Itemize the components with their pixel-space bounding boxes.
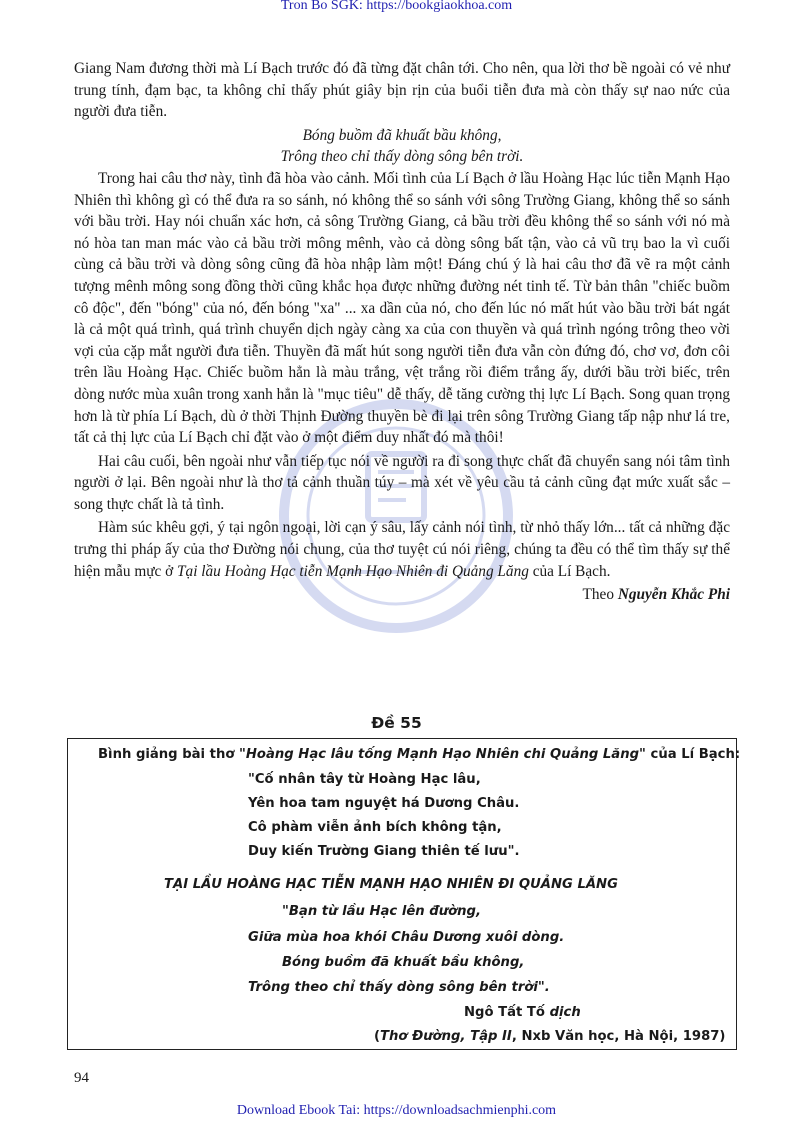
quoted-verse-1: Bóng buồm đã khuất bầu không, bbox=[302, 126, 502, 144]
prompt-end: của Lí Bạch: bbox=[645, 747, 741, 762]
translator-name: Ngô Tất Tố bbox=[464, 1005, 545, 1020]
source-open: ( bbox=[374, 1029, 381, 1044]
paragraph-4-text: Hàm súc khêu gợi, ý tại ngôn ngoại, lời cạn ý sâu, lấy cảnh nói tình, từ nhỏ thấy lớn... tất cả những đặc trưng thi pháp ấy của thơ Đường nói chung, của thơ tuyệt cú nói riêng, chúng ta đều có thể tìm thấy sự thể hiện mẫu mực ở bbox=[74, 519, 730, 580]
exam-box bbox=[67, 738, 741, 1050]
translation-line-4: Trông theo chỉ thấy dòng sông bên trời". bbox=[248, 980, 550, 995]
paragraph-4 bbox=[74, 517, 730, 582]
credit-author: Nguyễn Khắc Phi bbox=[617, 586, 730, 604]
exam-title: Đề 55 bbox=[371, 714, 422, 732]
credit-prefix: Theo bbox=[582, 586, 618, 604]
paragraph-3: Hai câu cuối, bên ngoài như vẫn tiếp tục nói về người ra đi song thực chất đã chuyển sang nói tâm tình người ở lại. Bên ngoài như là thơ tả cảnh thuần túy – mà xét về yêu cầu tả cảnh cũng đạt mức xuất sắc – song thực chất là tả tình. bbox=[74, 452, 730, 513]
poem-title-ref: Tại lầu Hoàng Hạc tiễn Mạnh Hạo Nhiên đi Quảng Lăng bbox=[177, 562, 529, 580]
translator-credit bbox=[464, 1005, 581, 1020]
translation-title: TẠI LẦU HOÀNG HẠC TIỄN MẠNH HẠO NHIÊN ĐI QUẢNG LĂNG bbox=[164, 877, 618, 892]
article-body bbox=[74, 58, 730, 606]
source-citation bbox=[374, 1029, 725, 1044]
translator-suffix: dịch bbox=[544, 1005, 581, 1020]
exam-prompt bbox=[98, 747, 740, 762]
source-rest: , Nxb Văn học, Hà Nội, 1987) bbox=[511, 1029, 726, 1044]
translation-line-3: Bóng buồm đã khuất bầu không, bbox=[282, 955, 525, 970]
header-link[interactable]: Tron Bo SGK: https://bookgiaokhoa.com bbox=[280, 0, 513, 13]
source-title: Thơ Đường, Tập II bbox=[380, 1029, 512, 1044]
prompt-poem-title: "Hoàng Hạc lâu tống Mạnh Hạo Nhiên chi Quảng Lăng" bbox=[239, 747, 646, 762]
original-line-1: "Cố nhân tây từ Hoàng Hạc lâu, bbox=[248, 772, 481, 787]
translation-line-1: "Bạn từ lầu Hạc lên đường, bbox=[282, 904, 481, 919]
original-line-4: Duy kiến Trường Giang thiên tế lưu". bbox=[248, 844, 520, 859]
original-line-2: Yên hoa tam nguyệt há Dương Châu. bbox=[248, 796, 520, 811]
prompt-start: Bình giảng bài thơ bbox=[98, 747, 240, 762]
page-number: 94 bbox=[74, 1070, 89, 1086]
footer-link[interactable]: Download Ebook Tai: https://downloadsachmienphi.com bbox=[236, 1103, 557, 1118]
paragraph-2: Trong hai câu thơ này, tình đã hòa vào cảnh. Mối tình của Lí Bạch ở lầu Hoàng Hạc lúc tiễn Mạnh Hạo Nhiên thì không gì có thể đưa ra so sánh, nó không thể so sánh với sông Trường Giang, không thể so sánh với bầu trời. Hay nói chuẩn xác hơn, cả sông Trường Giang, cả bầu trời đều không thể so sánh với nó mà nó hòa tan man mác vào cả bầu trời mông mênh, vào cả dòng sông bất tận, vào cả vũ trụ bao la vì cuối cùng cả bầu trời và dòng sông cũng đã hòa nhập làm một! Đáng chú ý là hai câu thơ đã vẽ ra một cảnh tượng mênh mông song đồng thời cũng khắc họa được những đường nét tinh tế. Từ bản thân "chiếc buồm cô độc", đến "bóng" của nó, đến bóng "xa" ... xa dần của nó, cho đến lúc nó mất hút vào bầu trời bát ngát là cả một quá trình, quá trình chuyển dịch ngày càng xa của con thuyền và quá trình ngóng trông theo vời vợi của cặp mắt người đưa tiễn. Thuyền đã mất hút song người tiễn đưa vẫn còn đứng đó, chơ vơ, đơn côi trên lầu Hoàng Hạc. Chiếc buồm hẳn là màu trắng, vệt trắng rồi điểm trắng ấy, dưới bầu trời biếc, trên dòng nước mùa xuân trong xanh hẳn là "mục tiêu" dễ thấy, dễ tăng cường thị lực Lí Bạch. Song quan trọng hơn là từ phía Lí Bạch, dù ở thời Thịnh Đường thuyền bè đi lại trên sông Trường Giang tấp nập như lá tre, tất cả thị lực của Lí Bạch chỉ đặt vào ở một điểm duy nhất đó mà thôi! bbox=[74, 169, 730, 447]
quoted-verse-2: Trông theo chỉ thấy dòng sông bên trời. bbox=[280, 148, 524, 166]
paragraph-1: Giang Nam đương thời mà Lí Bạch trước đó đã từng đặt chân tới. Cho nên, qua lời thơ bề ngoài có vẻ như trung tính, đạm bạc, ta không chỉ thấy phút giây bịn rịn của buổi tiễn đưa mà còn thấy sự nao nức của người đưa tiễn. bbox=[74, 60, 730, 121]
original-line-3: Cô phàm viễn ảnh bích không tận, bbox=[248, 820, 502, 835]
paragraph-4-end: của Lí Bạch. bbox=[528, 562, 611, 580]
author-credit bbox=[74, 584, 730, 606]
translation-line-2: Giữa mùa hoa khói Châu Dương xuôi dòng. bbox=[248, 930, 565, 945]
